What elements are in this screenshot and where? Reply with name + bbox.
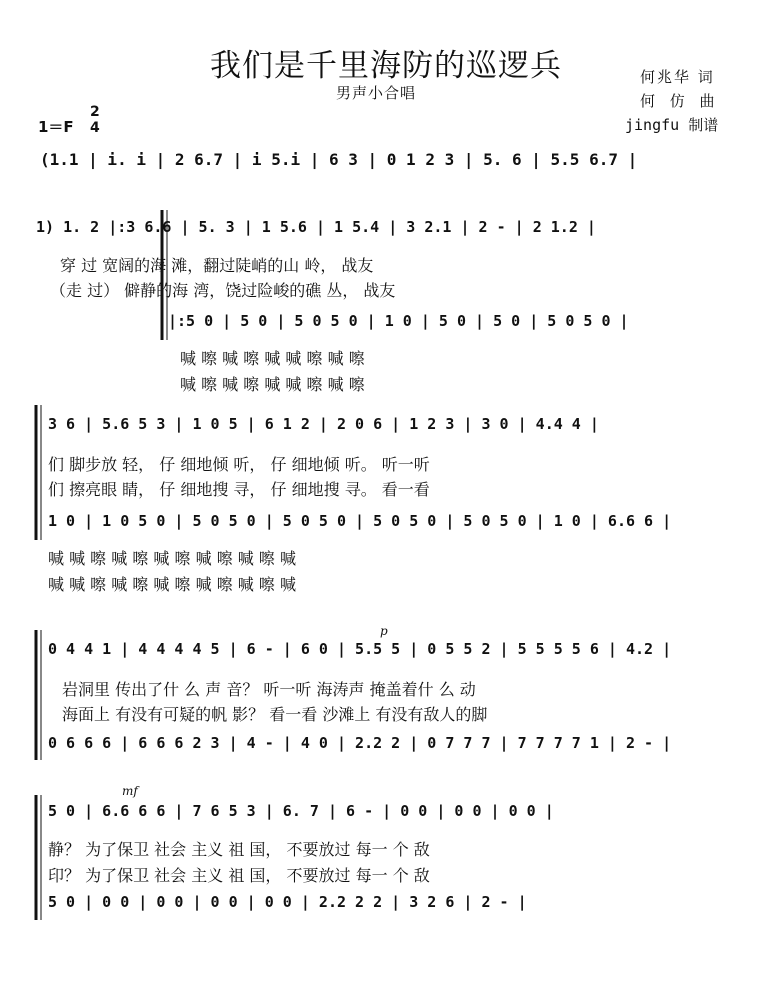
system5-lyric2: 印？ 为了保卫 社会 主义 祖 国， 不要放过 每一 个 敌 (48, 866, 430, 885)
arranger: jingfu 制谱 (625, 116, 719, 134)
song-title: 我们是千里海防的巡逻兵 (210, 48, 562, 84)
system3-shout2: 喊 喊 嚓 喊 嚓 喊 嚓 喊 嚓 喊 嚓 喊 (48, 575, 296, 594)
key-signature: 1＝F (38, 118, 74, 136)
system3-shout1: 喊 喊 嚓 喊 嚓 喊 嚓 喊 嚓 喊 嚓 喊 (48, 549, 296, 568)
system5-lower: 5 0 | 0 0 | 0 0 | 0 0 | 0 0 | 2.2 2 2 | 3 2 6 | 2 - | (48, 893, 527, 911)
time-top: 2 (90, 104, 100, 120)
system4-upper: 0 4 4 1 | 4 4 4 4 5 | 6 - | 6 0 | 5.5 5 | 0 5 5 2 | 5 5 5 5 6 | 4.2 | (48, 640, 672, 658)
system3-lyric2: 们 擦亮眼 睛， 仔 细地搜 寻， 仔 细地搜 寻。 看一看 (48, 480, 430, 499)
dynamic-p: p (380, 624, 388, 638)
system2-lyric1: 穿 过 宽阔的海 滩，翻过陡峭的山 岭， 战友 (60, 256, 374, 275)
system2-shout1: 喊 嚓 喊 嚓 喊 喊 嚓 喊 嚓 (180, 349, 365, 368)
time-bottom: 4 (90, 120, 100, 136)
system2-lower: |:5 0 | 5 0 | 5 0 5 0 | 1 0 | 5 0 | 5 0 | 5 0 5 0 | (168, 312, 629, 330)
system3-upper: 3 6 | 5.6 5 3 | 1 0 5 | 6 1 2 | 2 0 6 | 1 2 3 | 3 0 | 4.4 4 | (48, 415, 599, 433)
system2-lyric2: （走 过） 僻静的海 湾，饶过险峻的礁 丛， 战友 (50, 281, 396, 300)
dynamic-mf: mf (122, 784, 138, 798)
composer: 何 仿 曲 (640, 92, 720, 110)
system4-lyric2: 海面上 有没有可疑的帆 影？ 看一看 沙滩上 有没有敌人的脚 (62, 705, 488, 724)
subtitle: 男声小合唱 (336, 84, 417, 102)
system4-lyric1: 岩洞里 传出了什 么 声 音？ 听一听 海涛声 掩盖着什 么 动 (62, 680, 476, 699)
system3-lyric1: 们 脚步放 轻， 仔 细地倾 听， 仔 细地倾 听。 听一听 (48, 455, 430, 474)
system5-lyric1: 静？ 为了保卫 社会 主义 祖 国， 不要放过 每一 个 敌 (48, 840, 430, 859)
system4-lower: 0 6 6 6 | 6 6 6 2 3 | 4 - | 4 0 | 2.2 2 | 0 7 7 7 | 7 7 7 7 1 | 2 - | (48, 734, 672, 752)
system2-shout2: 喊 嚓 喊 嚓 喊 喊 嚓 喊 嚓 (180, 375, 365, 394)
system2-upper: 1) 1. 2 |:3 6.6 | 5. 3 | 1 5.6 | 1 5.4 | 3 2.1 | 2 - | 2 1.2 | (36, 218, 596, 236)
lyricist: 何兆华 词 (640, 68, 715, 86)
system3-lower: 1 0 | 1 0 5 0 | 5 0 5 0 | 5 0 5 0 | 5 0 5 0 | 5 0 5 0 | 1 0 | 6.6 6 | (48, 512, 672, 530)
system5-upper: 5 0 | 6.6 6 6 | 7 6 5 3 | 6. 7 | 6 - | 0 0 | 0 0 | 0 0 | (48, 802, 554, 820)
system1-intro: (1.1 | i. i | 2 6.7 | i 5.i | 6 3 | 0 1 2 3 | 5. 6 | 5.5 6.7 | (40, 150, 638, 169)
